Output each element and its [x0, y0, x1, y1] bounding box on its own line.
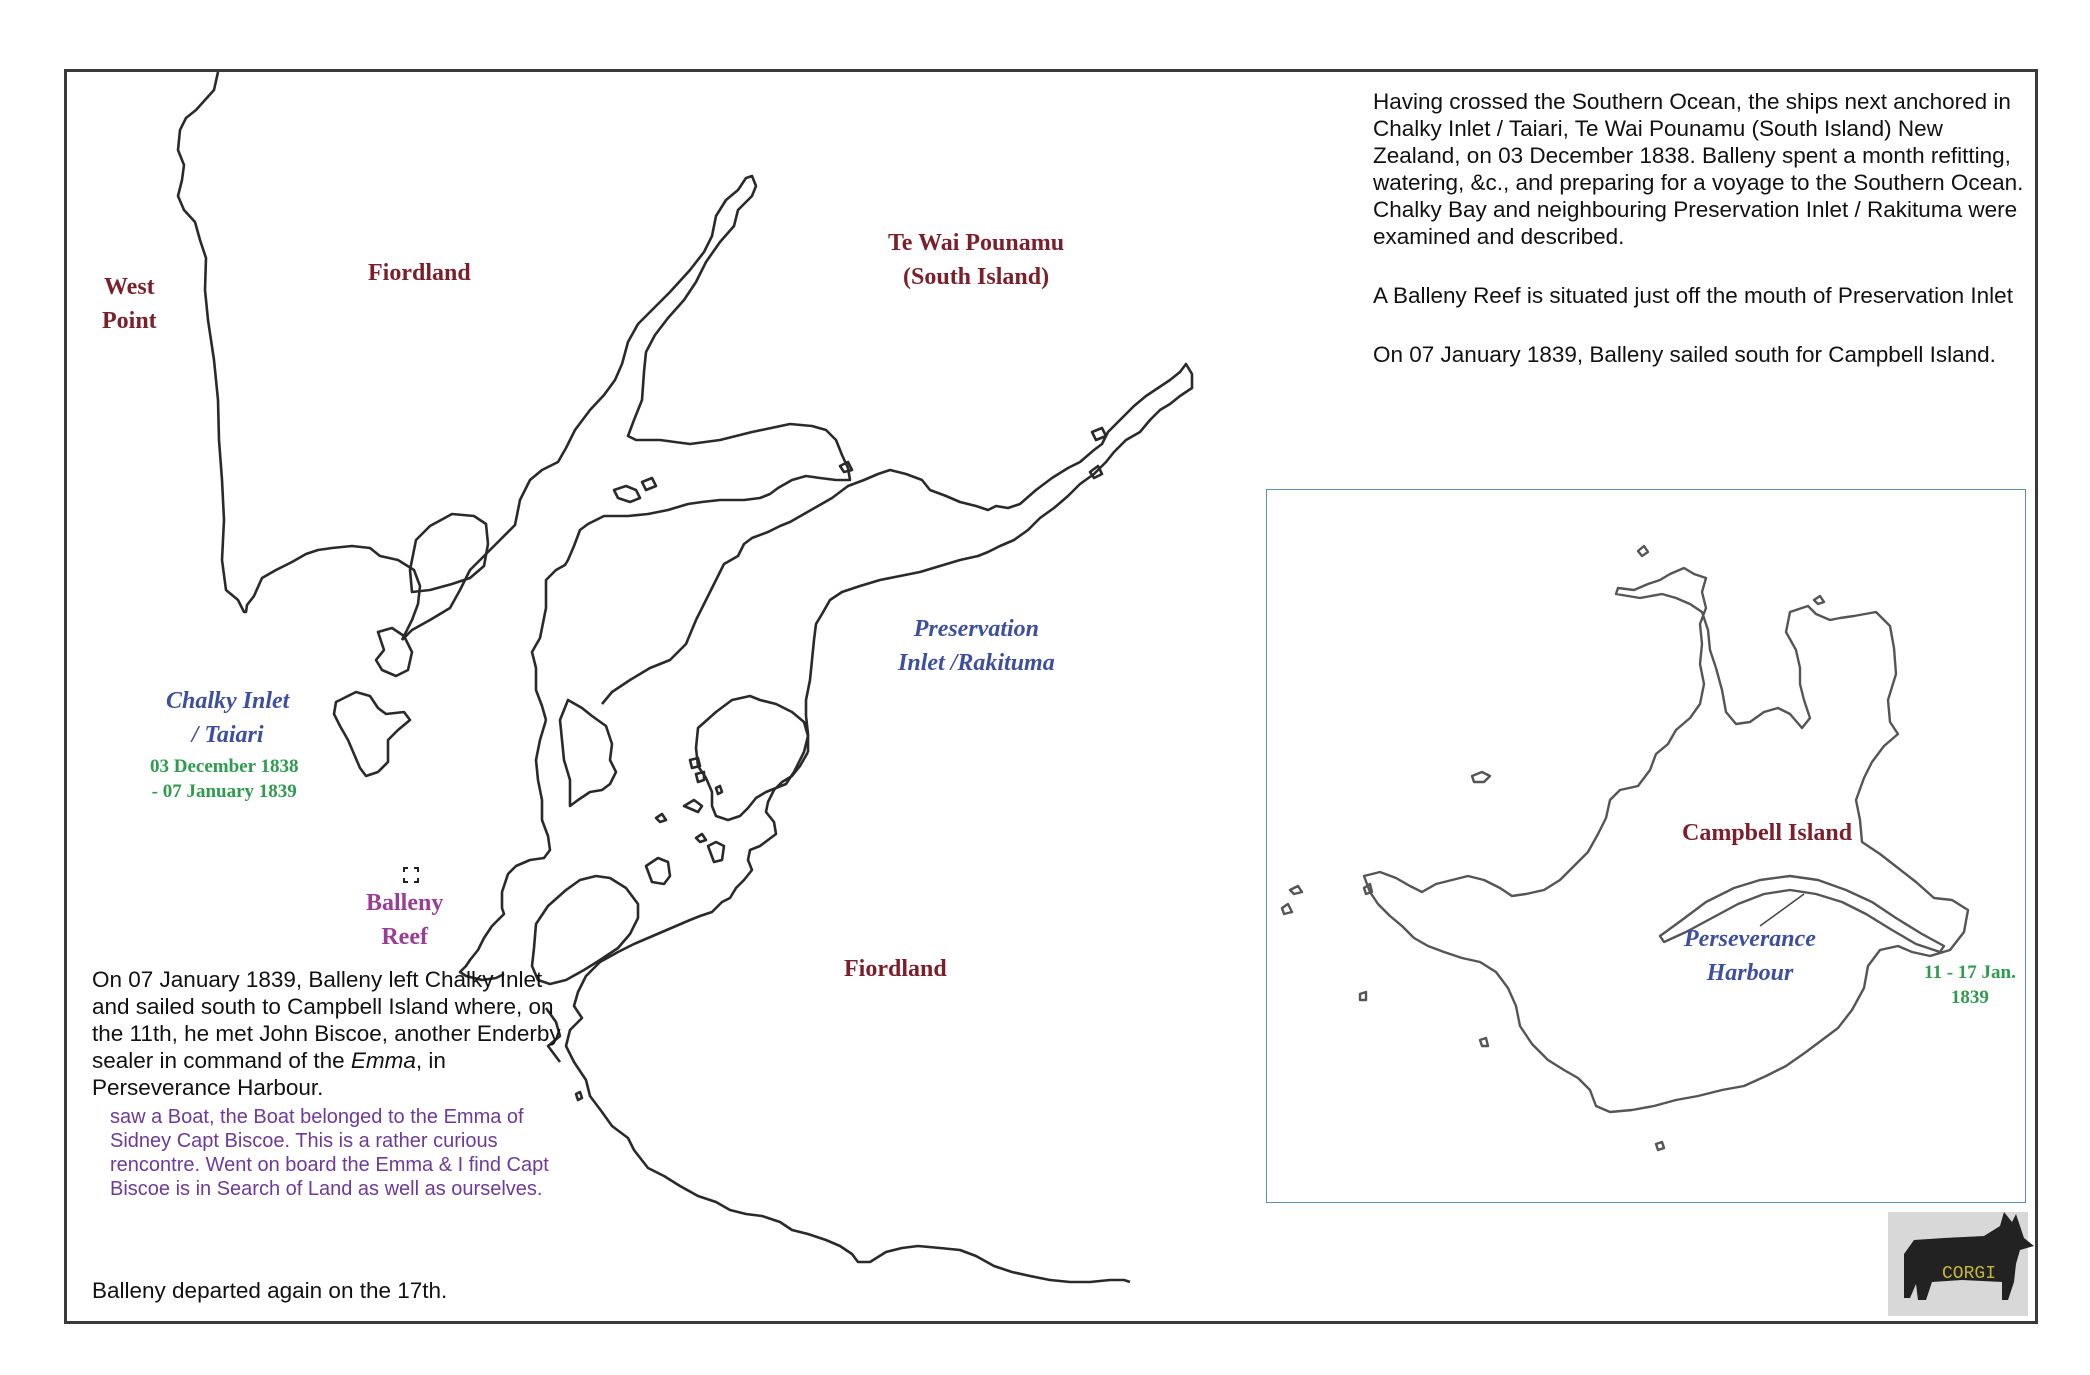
island-chalky: [334, 692, 410, 776]
campbell-island-label: Campbell Island: [1682, 820, 1853, 846]
campbell-dates-label: [1924, 960, 2016, 1010]
chalky-dates-line-2: - 07 January 1839: [151, 781, 297, 802]
chalky-inlet-line-2: / Taiari: [191, 722, 264, 748]
departed-text: Balleny departed again on the 17th.: [92, 1278, 448, 1303]
preservation-north: [602, 364, 1192, 752]
anchorage-island: [696, 696, 808, 820]
chalky-inner: [460, 720, 550, 980]
west-point-line-2: Point: [102, 308, 157, 334]
islet-4: [708, 842, 724, 862]
islet-9: [1092, 428, 1106, 440]
narrative-paragraph: [92, 966, 562, 1101]
journal-quote: saw a Boat, the Boat belonged to the Emma of Sidney Capt Biscoe. This is a rather curious rencontre. Went on board the Emma & I find Capt Biscoe is in Search of Land as well as ourselves.: [110, 1106, 549, 1200]
perseverance-harbour-label: [1684, 922, 1816, 990]
islet-14: [696, 834, 706, 842]
intro-paragraph-3: On 07 January 1839, Balleny sailed south for Campbell Island.: [1373, 342, 1996, 367]
campbell-dates-line-2: 1839: [1950, 987, 1989, 1008]
islet-5: [684, 800, 702, 812]
island-north: [410, 514, 488, 592]
balleny-reef-line-2: Reef: [381, 924, 428, 950]
west-coast: [178, 72, 420, 640]
te-wai-pounamu-label: [888, 226, 1064, 294]
islet-1: [614, 486, 640, 502]
islet-11: [840, 462, 852, 472]
perseverance-harbour-line-1: Perseverance: [1684, 926, 1816, 952]
islet-6: [656, 814, 666, 822]
preservation-inlet-line-2: Inlet /Rakituma: [898, 650, 1055, 676]
chalky-inner-island: [560, 700, 616, 806]
intro-text: [1373, 88, 2033, 368]
intro-paragraph-2: A Balleny Reef is situated just off the mouth of Preservation Inlet: [1373, 283, 2013, 308]
te-wai-pounamu-line-1: Te Wai Pounamu: [888, 230, 1065, 256]
chalky-dates-label: [150, 754, 298, 804]
preservation-inlet-line-1: Preservation: [913, 616, 1040, 642]
corgi-logo-text: CORGI: [1942, 1264, 1997, 1284]
corgi-logo-icon: [1888, 1212, 2034, 1316]
west-point-label: [102, 270, 157, 338]
islet-3: [646, 858, 670, 884]
fiordland-north-label: Fiordland: [368, 260, 471, 286]
islet-8: [696, 772, 704, 782]
islet-2: [642, 478, 656, 490]
intro-paragraph-1: Having crossed the Southern Ocean, the ships next anchored in Chalky Inlet / Taiari, Te Wai Pounamu (South Island) New Zealand, on 03 December 1838. Balleny spent a month refitting, watering, &c., and preparing for a voyage to the Southern Ocean. Chalky Bay and neighbouring Preservation Inlet / Rakituma were examined and described.: [1373, 89, 2024, 249]
balleny-reef-line-1: Balleny: [366, 890, 444, 916]
preservation-south: [566, 752, 1130, 1282]
chalky-inlet-label: [166, 684, 289, 752]
chalky-inlet-line-1: Chalky Inlet: [166, 688, 290, 714]
narrative-part-1: On 07 January 1839, Balleny left Chalky Inlet and sailed south to Campbell Island where, on the 11th, he met John Biscoe, another Enderby sealer in command of the: [92, 967, 561, 1073]
islet-7: [690, 758, 700, 768]
te-wai-pounamu-line-2: (South Island): [903, 264, 1050, 290]
preservation-inlet-label: [898, 612, 1055, 680]
chalky-dates-line-1: 03 December 1838: [150, 756, 299, 777]
campbell-island-inset: [1266, 489, 2026, 1203]
campbell-dates-line-1: 11 - 17 Jan.: [1924, 962, 2016, 983]
islet-12: [576, 1092, 582, 1100]
islet-13: [716, 786, 722, 794]
perseverance-harbour-line-2: Harbour: [1706, 960, 1794, 986]
fiordland-south-label: Fiordland: [844, 956, 947, 982]
ship-name: Emma: [350, 1048, 416, 1073]
balleny-reef-label: [366, 886, 443, 954]
narrative-part-2: , in Perseverance Harbour.: [92, 1048, 446, 1100]
narrative-text: [92, 966, 562, 1201]
balleny-reef-marker: [404, 868, 418, 882]
west-point-line-1: West: [104, 274, 155, 300]
